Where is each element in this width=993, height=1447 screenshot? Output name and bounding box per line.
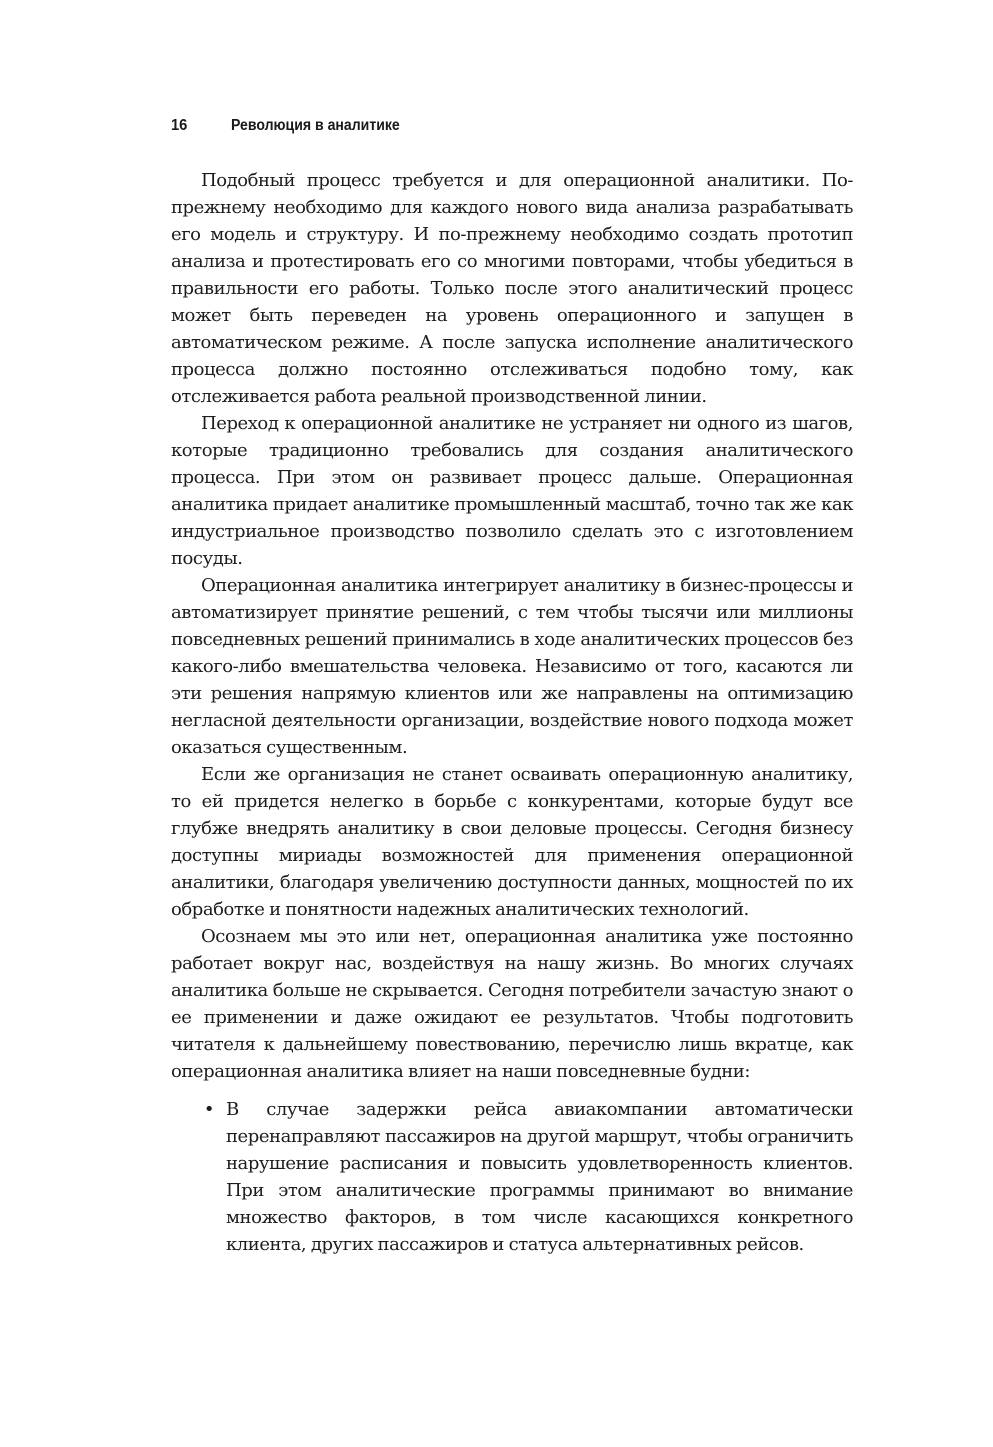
paragraph: Переход к операционной аналитике не устраняет ни одного из шагов, которые традиционно требовались для создания аналитического процесса. При этом он развивает процесс дальше. Операционная аналитика придает аналитике промышленный масштаб, точно так же как индустриальное производство позволило сделать это с изготовлением посуды.	[171, 413, 853, 569]
bullet-list	[171, 1096, 853, 1258]
bullet-icon: •	[203, 1099, 215, 1120]
list-item-text: В случае задержки рейса авиакомпании автоматически перенаправляют пассажиров на другой маршрут, чтобы ограничить нарушение расписания и повысить удовлетворенность клиентов. При этом аналитические программы принимают во внимание множество факторов, в том числе касающихся конкретного клиента, других пассажиров и статуса альтернативных рейсов.	[226, 1099, 853, 1255]
body-text	[171, 167, 853, 1258]
list-item	[203, 1096, 853, 1258]
running-head	[171, 116, 853, 136]
page-number: 16	[171, 117, 188, 134]
paragraph: Если же организация не станет осваивать операционную аналитику, то ей придется нелегко в борьбе с конкурентами, которые будут все глубже внедрять аналитику в свои деловые процессы. Сегодня бизнесу доступны мириады возможностей для применения операционной аналитики, благодаря увеличению доступности данных, мощностей по их обработке и понятности надежных аналитических технологий.	[171, 764, 853, 920]
paragraph: Операционная аналитика интегрирует аналитику в бизнес-процессы и автоматизирует принятие решений, с тем чтобы тысячи или миллионы повседневных решений принимались в ходе аналитических процессов без какого-либо вмешательства человека. Независимо от того, касаются ли эти решения напрямую клиентов или же направлены на оптимизацию негласной деятельности организации, воздействие нового подхода может оказаться существенным.	[171, 575, 853, 758]
paragraph: Подобный процесс требуется и для операционной аналитики. По-прежнему необходимо для каждого нового вида анализа разрабатывать его модель и структуру. И по-прежнему необходимо создать прототип анализа и протестировать его со многими повторами, чтобы убедиться в правильности его работы. Только после этого аналитический процесс может быть переведен на уровень операционного и запущен в автоматическом режиме. А после запуска исполнение аналитического процесса должно постоянно отслеживаться подобно тому, как отслеживается работа реальной производственной линии.	[171, 170, 853, 407]
paragraph: Осознаем мы это или нет, операционная аналитика уже постоянно работает вокруг нас, воздействуя на нашу жизнь. Во многих случаях аналитика больше не скрывается. Сегодня потребители зачастую знают о ее применении и даже ожидают ее результатов. Чтобы подготовить читателя к дальнейшему повествованию, перечислю лишь вкратце, как операционная аналитика влияет на наши повседневные будни:	[171, 926, 853, 1082]
running-title: Революция в аналитике	[231, 117, 400, 134]
